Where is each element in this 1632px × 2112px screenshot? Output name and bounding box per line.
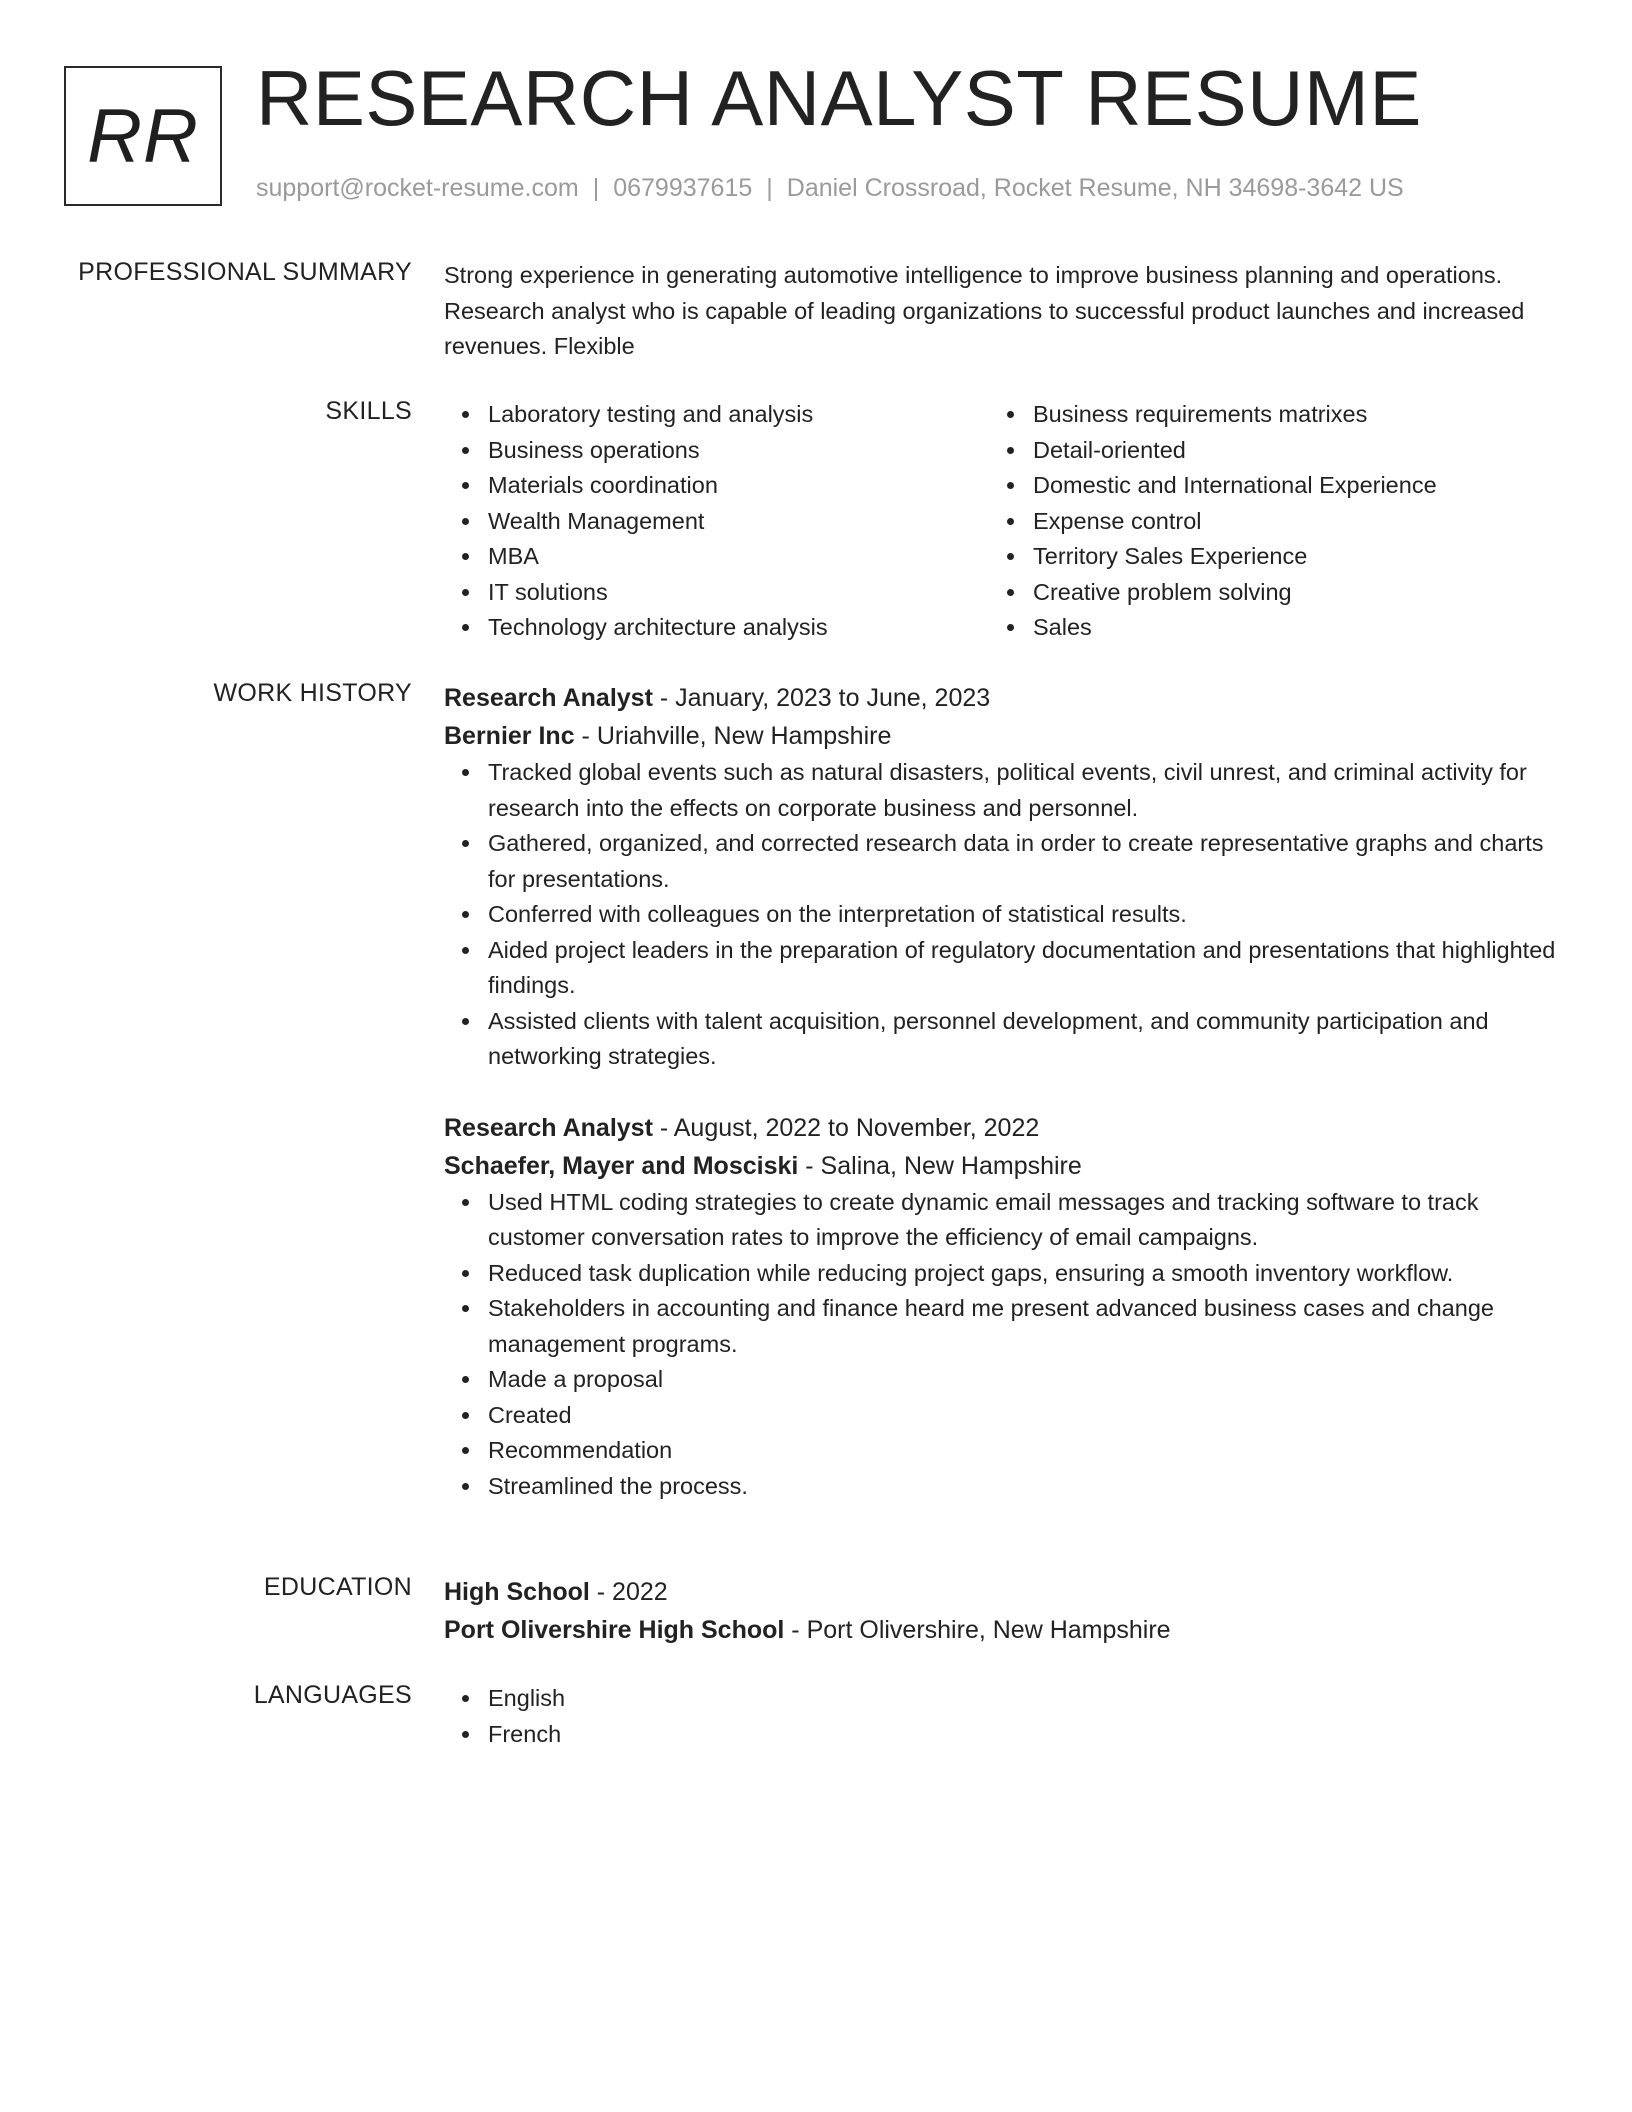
education-school-line: [444, 1611, 1556, 1649]
education-year: - 2022: [589, 1578, 668, 1606]
job-bullet: Assisted clients with talent acquisition, personnel development, and community participation and networking strategies.: [488, 1004, 1556, 1075]
skills-columns: [444, 397, 1556, 646]
job-bullet: Tracked global events such as natural disasters, political events, civil unrest, and criminal activity for research into the effects on corporate business and personnel.: [488, 755, 1556, 826]
section-label-work: WORK HISTORY: [213, 679, 412, 707]
skill-item: Expense control: [1033, 504, 1534, 540]
language-item: English: [488, 1681, 1556, 1717]
contact-line: [256, 174, 1404, 203]
work-body: [444, 679, 1556, 1504]
job-bullet: Reduced task duplication while reducing project gaps, ensuring a smooth inventory workflow.: [488, 1256, 1556, 1292]
job-bullet: Made a proposal: [488, 1362, 1556, 1398]
section-label-languages: LANGUAGES: [253, 1681, 412, 1709]
education-degree-line: [444, 1573, 1556, 1611]
skill-item: Materials coordination: [488, 468, 989, 504]
job-bullet-list: [444, 755, 1556, 1075]
job-bullet: Gathered, organized, and corrected research data in order to create representative graphs and charts for presentations.: [488, 826, 1556, 897]
job-entry: [444, 1109, 1556, 1505]
skill-item: Territory Sales Experience: [1033, 539, 1534, 575]
job-bullet: Conferred with colleagues on the interpretation of statistical results.: [488, 897, 1556, 933]
skill-item: Business requirements matrixes: [1033, 397, 1534, 433]
education-body: [444, 1573, 1556, 1649]
job-bullet: Streamlined the process.: [488, 1469, 1556, 1505]
language-item: French: [488, 1717, 1556, 1753]
job-bullet: Aided project leaders in the preparation of regulatory documentation and presentations that highlighted findings.: [488, 933, 1556, 1004]
skill-item: Domestic and International Experience: [1033, 468, 1534, 504]
skills-column-2: [989, 397, 1534, 646]
job-company-line: [444, 717, 1556, 755]
section-label-skills: SKILLS: [325, 397, 412, 425]
education-location: - Port Olivershire, New Hampshire: [784, 1616, 1171, 1644]
job-title: Research Analyst: [444, 684, 653, 712]
job-bullet: Created: [488, 1398, 1556, 1434]
education-degree: High School: [444, 1578, 590, 1606]
job-location: - Salina, New Hampshire: [798, 1151, 1082, 1180]
job-company: Schaefer, Mayer and Mosciski: [444, 1151, 799, 1180]
contact-phone: 0679937615: [613, 174, 753, 202]
job-title-line: [444, 679, 1556, 717]
job-company-line: [444, 1147, 1556, 1185]
languages-list: [444, 1681, 1556, 1752]
skills-column-1: [444, 397, 989, 646]
education-school: Port Olivershire High School: [444, 1616, 785, 1644]
job-title-line: [444, 1109, 1556, 1147]
job-entry: [444, 679, 1556, 1075]
skill-item: MBA: [488, 539, 989, 575]
job-bullet: Used HTML coding strategies to create dynamic email messages and tracking software to track customer conversation rates to improve the efficiency of email campaigns.: [488, 1185, 1556, 1256]
skill-item: Laboratory testing and analysis: [488, 397, 989, 433]
skill-item: Business operations: [488, 433, 989, 469]
skill-item: Sales: [1033, 610, 1534, 646]
contact-separator: |: [592, 174, 600, 202]
skills-list-2: [989, 397, 1534, 646]
monogram: RR: [64, 66, 222, 206]
job-bullet: Stakeholders in accounting and finance heard me present advanced business cases and change management programs.: [488, 1291, 1556, 1362]
job-location: - Uriahville, New Hampshire: [574, 722, 892, 750]
summary-text: Strong experience in generating automotive intelligence to improve business planning and operations. Research analyst who is capable of leading organizations to successful product launches and increased revenues. Flexible: [444, 262, 1525, 359]
job-title: Research Analyst: [444, 1113, 653, 1142]
skill-item: Wealth Management: [488, 504, 989, 540]
job-bullet-list: [444, 1185, 1556, 1505]
job-company: Bernier Inc: [444, 722, 575, 750]
skill-item: IT solutions: [488, 575, 989, 611]
contact-address: Daniel Crossroad, Rocket Resume, NH 34698-3642 US: [786, 174, 1404, 202]
page-title: RESEARCH ANALYST RESUME: [256, 54, 1422, 142]
contact-email: support@rocket-resume.com: [256, 174, 579, 202]
section-label-education: EDUCATION: [263, 1573, 412, 1601]
skills-list-1: [444, 397, 989, 646]
skill-item: Technology architecture analysis: [488, 610, 989, 646]
skill-item: Detail-oriented: [1033, 433, 1534, 469]
section-label-summary: PROFESSIONAL SUMMARY: [78, 258, 412, 286]
job-dates: - August, 2022 to November, 2022: [652, 1113, 1040, 1142]
contact-separator: |: [766, 174, 773, 202]
skill-item: Creative problem solving: [1033, 575, 1534, 611]
languages-body: [444, 1681, 1556, 1752]
job-dates: - January, 2023 to June, 2023: [652, 684, 991, 712]
job-bullet: Recommendation: [488, 1433, 1556, 1469]
